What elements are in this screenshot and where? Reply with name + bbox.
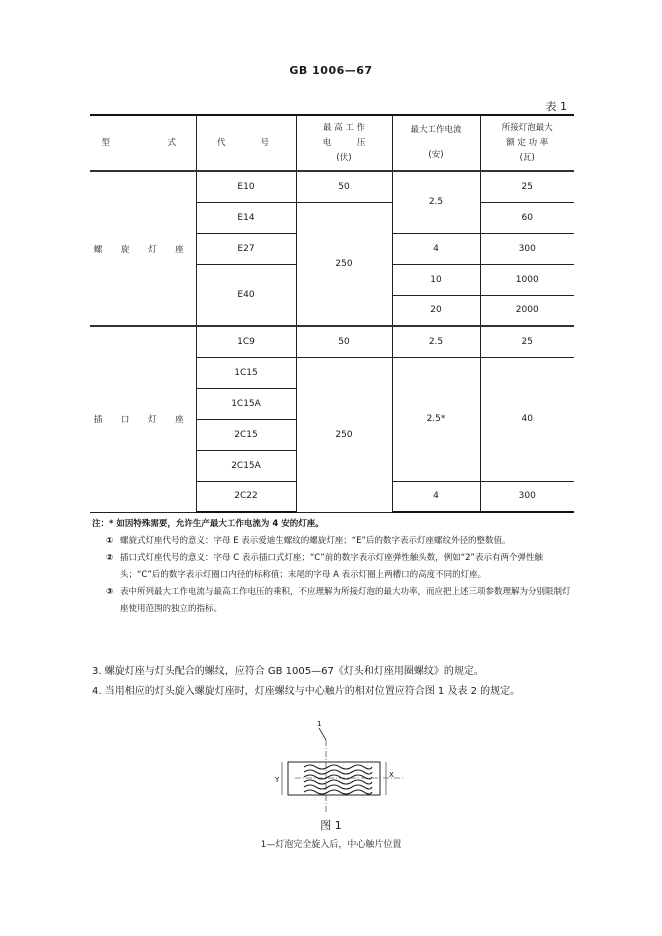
- header-code: 代 号: [196, 115, 296, 171]
- power-cell: 2000: [480, 295, 574, 326]
- code-cell: 2C22: [196, 481, 296, 512]
- header-power-line1: 所接灯泡最大: [501, 122, 553, 133]
- figure-label-y: Y: [275, 776, 280, 784]
- figure-leader-line: [319, 728, 326, 740]
- figure-1-drawing: [260, 718, 410, 818]
- code-cell: E27: [196, 233, 296, 264]
- note-text: 螺旋式灯座代号的意义：字母 E 表示爱迪生螺纹的螺旋灯座；“E”后的数字表示灯座螺纹外径的整数值。: [120, 536, 511, 546]
- body-paragraphs: [92, 662, 582, 702]
- figure-subcaption: 1—灯泡完全旋入后，中心触片位置: [260, 840, 402, 850]
- paragraph-3: 3. 螺旋灯座与灯头配合的螺纹，应符合 GB 1005—67《灯头和灯座用圈螺纹》的规定。: [92, 666, 484, 677]
- code-cell: 1C15A: [196, 388, 296, 419]
- code-cell: E40: [196, 264, 296, 326]
- note-number: ③: [106, 587, 114, 597]
- power-cell: 60: [480, 202, 574, 233]
- current-cell: 10: [392, 264, 480, 295]
- voltage-cell: 50: [296, 171, 392, 202]
- note-item: [106, 584, 572, 618]
- current-cell: 4: [392, 233, 480, 264]
- header-current-line1: 最大工作电流: [410, 125, 462, 135]
- code-cell: 1C15: [196, 357, 296, 388]
- note-number: ①: [106, 536, 114, 546]
- power-cell: 25: [480, 326, 574, 357]
- power-cell: 300: [480, 481, 574, 512]
- current-cell: 20: [392, 295, 480, 326]
- power-cell: 1000: [480, 264, 574, 295]
- note-item: [106, 533, 572, 550]
- power-cell: 40: [480, 357, 574, 481]
- table-notes: [92, 516, 572, 618]
- power-cell: 300: [480, 233, 574, 264]
- current-cell: 2.5: [392, 326, 480, 357]
- figure-thread: [304, 765, 372, 794]
- header-current-unit: (安): [428, 150, 444, 160]
- code-cell: 2C15: [196, 419, 296, 450]
- header-voltage: [296, 115, 392, 171]
- group-bayonet-name: 插 口 灯 座: [90, 326, 196, 512]
- page-header: GB 1006—67: [289, 64, 373, 77]
- header-power-line2: 额 定 功 率: [506, 137, 549, 148]
- code-cell: E14: [196, 202, 296, 233]
- table-header-row: [90, 115, 574, 171]
- note-number: ②: [106, 553, 114, 563]
- figure-label-1: 1: [317, 720, 322, 728]
- header-power: [480, 115, 574, 171]
- note-item: [106, 550, 572, 584]
- voltage-cell: 250: [296, 202, 392, 326]
- table-row: [90, 326, 574, 357]
- power-cell: 25: [480, 171, 574, 202]
- figure-label-x: X: [389, 771, 394, 779]
- voltage-cell: 250: [296, 357, 392, 512]
- figure-caption: 图 1: [320, 819, 342, 832]
- note-text: 表中所列最大工作电流与最高工作电压的乘积，不应理解为所接灯泡的最大功率，而应把上述三项参数理解为分别限制灯座使用范围的独立的指标。: [120, 587, 571, 614]
- note-main: 注：* 如因特殊需要，允许生产最大工作电流为 4 安的灯座。: [92, 519, 324, 529]
- header-voltage-unit: (伏): [336, 152, 352, 163]
- header-type: 型 式: [90, 115, 196, 171]
- current-cell: 2.5: [392, 171, 480, 233]
- code-cell: E10: [196, 171, 296, 202]
- current-cell: 4: [392, 481, 480, 512]
- table-row: [90, 171, 574, 202]
- voltage-cell: 50: [296, 326, 392, 357]
- current-cell: 2.5*: [392, 357, 480, 481]
- note-text: 插口式灯座代号的意义：字母 C 表示插口式灯座；“C”前的数字表示灯座弹性触头数，例如“2”表示有两个弹性触头；“C”后的数字表示灯圈口内径的标称值；末尾的字母 A 表示灯圈上两槽口的高度不同的灯座。: [120, 553, 543, 580]
- lamp-holder-spec-table: [90, 114, 574, 513]
- paragraph-4: 4. 当用相应的灯头旋入螺旋灯座时，灯座螺纹与中心触片的相对位置应符合图 1 及表 2 的规定。: [92, 686, 521, 697]
- header-power-unit: (瓦): [519, 152, 535, 163]
- header-current: [392, 115, 480, 171]
- header-voltage-line1: 最 高 工 作: [322, 122, 366, 133]
- group-screw-name: 螺 旋 灯 座: [90, 171, 196, 326]
- code-cell: 2C15A: [196, 450, 296, 481]
- code-cell: 1C9: [196, 326, 296, 357]
- table-label: 表 1: [545, 100, 567, 113]
- header-voltage-line2: 电 压: [322, 137, 366, 148]
